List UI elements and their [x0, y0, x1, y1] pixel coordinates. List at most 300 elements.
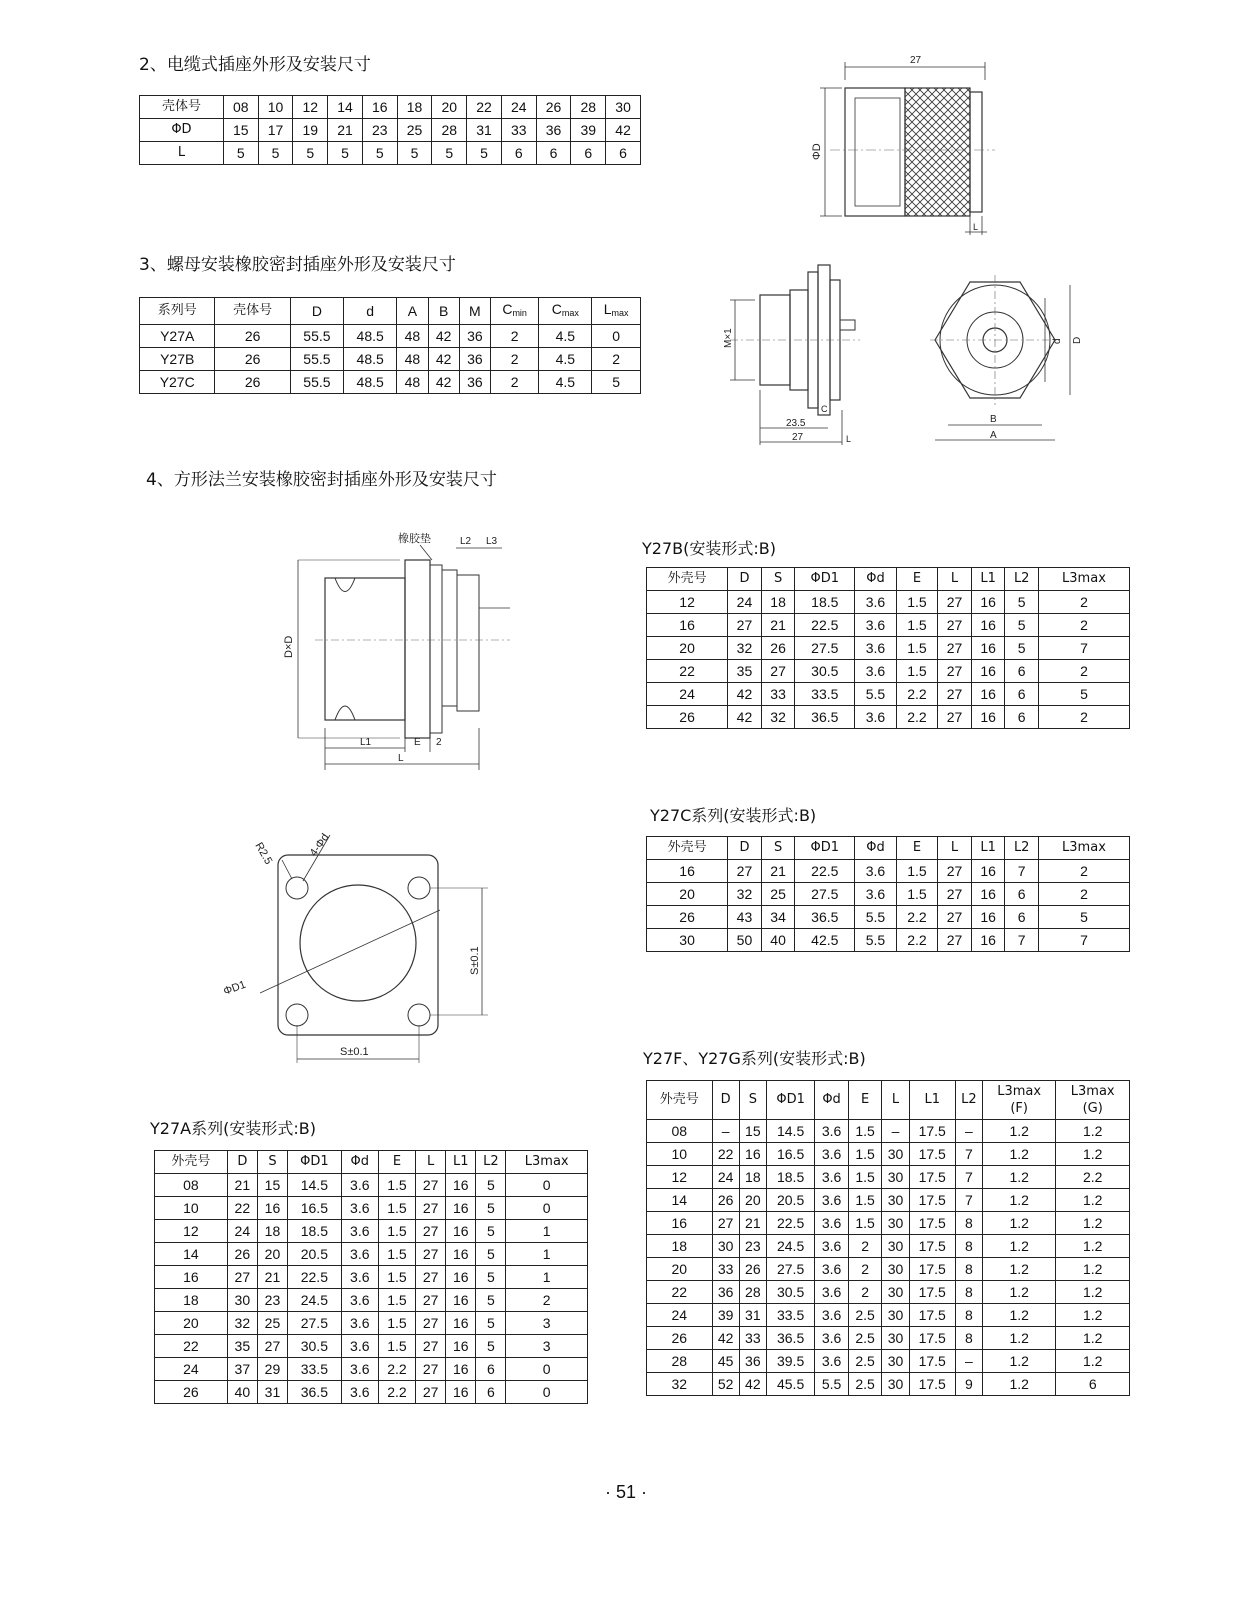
table-cell: 2.5 — [848, 1304, 882, 1327]
table-cell: 2 — [848, 1235, 882, 1258]
header-cell: Φd — [341, 1151, 378, 1174]
col-cmax — [539, 298, 592, 325]
table-cell: 3.6 — [341, 1312, 378, 1335]
header-cell: E — [896, 568, 938, 591]
table-cell: 1.5 — [896, 614, 938, 637]
table-cell: 22 — [155, 1335, 228, 1358]
y27c-caption: Y27C系列(安装形式:B) — [650, 806, 817, 825]
table-cell: 2.5 — [848, 1373, 882, 1396]
table-row — [155, 1289, 588, 1312]
table-cell: Y27C — [140, 371, 215, 394]
table-row — [647, 1304, 1130, 1327]
header-cell: L1 — [971, 837, 1005, 860]
dim-B: B — [990, 414, 997, 425]
table-cell: 55.5 — [290, 325, 343, 348]
table-cell: 48 — [397, 348, 428, 371]
table-cell: 16 — [647, 860, 728, 883]
table-cell: 7 — [1005, 860, 1038, 883]
table-cell: 16 — [971, 883, 1005, 906]
dim-2: 2 — [436, 737, 442, 748]
table-header-row — [647, 1081, 1130, 1120]
header-cell: L1 — [971, 568, 1005, 591]
table-cell: 30 — [882, 1166, 909, 1189]
table-cell: 18 — [155, 1289, 228, 1312]
table-cell: 40 — [227, 1381, 257, 1404]
table-cell: 1.2 — [1056, 1143, 1130, 1166]
table-cell: 1.2 — [982, 1258, 1056, 1281]
section4-title: 4、方形法兰安装橡胶密封插座外形及安装尺寸 — [146, 470, 497, 490]
header-cell: L1 — [909, 1081, 955, 1120]
table-cell: 3.6 — [815, 1281, 849, 1304]
table-cell: 3.6 — [815, 1212, 849, 1235]
square-flange-front-drawing — [220, 815, 500, 1075]
table-cell: 2.2 — [378, 1381, 415, 1404]
table-cell: 27 — [938, 906, 972, 929]
table-row — [140, 348, 641, 371]
table-cell: 27 — [728, 614, 762, 637]
table-cell: 26 — [155, 1381, 228, 1404]
table-cell: 34 — [761, 906, 795, 929]
table-cell: 1.5 — [378, 1220, 415, 1243]
table-cell: 3.6 — [855, 660, 897, 683]
table-row — [647, 1235, 1130, 1258]
header-cell: E — [378, 1151, 415, 1174]
dim-l: L — [398, 753, 404, 764]
header-cell: 外壳号 — [647, 1081, 713, 1120]
table-cell: 50 — [728, 929, 762, 952]
table-cell: 1.5 — [378, 1174, 415, 1197]
table-cell: 2.2 — [896, 683, 938, 706]
section3-title: 3、螺母安装橡胶密封插座外形及安装尺寸 — [139, 255, 456, 275]
table-cell: 27 — [938, 683, 972, 706]
table-cell: 14.5 — [766, 1120, 814, 1143]
table-cell: 6 — [1005, 906, 1038, 929]
table-cell: 16 — [446, 1381, 476, 1404]
table-cell: 2.2 — [378, 1358, 415, 1381]
table-cell: 7 — [1038, 637, 1129, 660]
header-cell: L — [938, 837, 972, 860]
table-cell: 3.6 — [815, 1120, 849, 1143]
table-cell: 18.5 — [795, 591, 855, 614]
table-cell: 6 — [1005, 883, 1038, 906]
header-cell: E — [848, 1081, 882, 1120]
table-cell: 14 — [155, 1243, 228, 1266]
y27fg-table — [646, 1080, 1130, 1396]
table-cell: 26 — [215, 371, 290, 394]
header-cell: Φd — [855, 837, 897, 860]
table-cell: 33 — [712, 1258, 739, 1281]
table-cell: 2.5 — [848, 1327, 882, 1350]
table-cell: 16 — [971, 683, 1005, 706]
table-row — [155, 1266, 588, 1289]
table-cell: 17.5 — [909, 1120, 955, 1143]
table-cell: 27.5 — [288, 1312, 342, 1335]
table-cell: 5 — [223, 142, 258, 165]
table-cell: 14 — [328, 96, 363, 119]
table-cell: 3.6 — [815, 1166, 849, 1189]
header-cell: ΦD1 — [795, 568, 855, 591]
table-row — [155, 1174, 588, 1197]
table-cell: 10 — [647, 1143, 713, 1166]
table-cell: 18 — [761, 591, 795, 614]
table-cell: 5 — [397, 142, 432, 165]
table-cell: 20 — [647, 637, 728, 660]
table-cell: 6 — [476, 1381, 506, 1404]
table-cell: 5.5 — [855, 683, 897, 706]
cmax-sub: max — [561, 308, 579, 318]
table-cell: 36 — [739, 1350, 766, 1373]
table-cell: 16 — [446, 1312, 476, 1335]
table-cell: 5 — [467, 142, 502, 165]
square-flange-side-drawing — [280, 530, 520, 775]
table-cell: 3.6 — [815, 1304, 849, 1327]
table-cell: 25 — [761, 883, 795, 906]
table-cell: 16 — [446, 1358, 476, 1381]
table-cell: 3.6 — [855, 706, 897, 729]
table-cell: 16 — [971, 906, 1005, 929]
header-cell: S — [761, 568, 795, 591]
table-row — [647, 929, 1130, 952]
table-cell: 33.5 — [288, 1358, 342, 1381]
table-cell: 16 — [647, 614, 728, 637]
table-cell: 1.5 — [848, 1189, 882, 1212]
table-cell: 30 — [882, 1327, 909, 1350]
header-cell: L2 — [476, 1151, 506, 1174]
table-cell: 16 — [446, 1289, 476, 1312]
table-cell: 37 — [227, 1358, 257, 1381]
table-cell: 36.5 — [766, 1327, 814, 1350]
dim-A: A — [990, 430, 997, 441]
y27a-table — [154, 1150, 588, 1404]
table-cell: 27.5 — [766, 1258, 814, 1281]
table-cell: 21 — [227, 1174, 257, 1197]
table-cell: 26 — [536, 96, 571, 119]
table-row — [155, 1335, 588, 1358]
table-cell: 10 — [258, 96, 293, 119]
table-cell: 48.5 — [344, 325, 397, 348]
lmax-main: L — [603, 301, 612, 317]
table-cell: 3.6 — [341, 1335, 378, 1358]
table-cell: 3.6 — [815, 1143, 849, 1166]
table-cell: 4.5 — [539, 348, 592, 371]
table-cell: 1.2 — [1056, 1304, 1130, 1327]
table-cell: 6 — [1005, 683, 1038, 706]
table-row — [647, 683, 1130, 706]
table-cell: 42 — [728, 706, 762, 729]
table-cell: 28 — [571, 96, 606, 119]
table-cell: 42 — [739, 1373, 766, 1396]
dim-d-small: d — [1052, 338, 1063, 344]
table-cell: 22.5 — [288, 1266, 342, 1289]
table-cell: 28 — [739, 1281, 766, 1304]
table-cell: 33.5 — [766, 1304, 814, 1327]
table-cell: 5 — [476, 1197, 506, 1220]
table-cell: 2.2 — [896, 706, 938, 729]
table-cell: – — [955, 1350, 982, 1373]
table-cell: 1.5 — [896, 860, 938, 883]
table-cell: 3.6 — [855, 614, 897, 637]
table-cell: 7 — [955, 1166, 982, 1189]
table-cell: 3.6 — [341, 1266, 378, 1289]
dim-l3: L3 — [486, 536, 498, 547]
table-cell: 36.5 — [795, 906, 855, 929]
header-cell: L3max — [1038, 837, 1129, 860]
dim-l: L — [973, 222, 979, 232]
table-cell: 22 — [647, 1281, 713, 1304]
table-cell: 23 — [739, 1235, 766, 1258]
dim-e: E — [414, 737, 421, 748]
table-cell: L — [140, 142, 224, 165]
col-lmax — [592, 298, 641, 325]
dim-23-5: 23.5 — [786, 418, 806, 429]
table-cell: 31 — [739, 1304, 766, 1327]
table-cell: 24.5 — [766, 1235, 814, 1258]
table-cell: 27 — [416, 1335, 446, 1358]
table-cell: 27 — [416, 1381, 446, 1404]
page-number: · 51 · — [605, 1482, 648, 1502]
col-B: B — [428, 298, 459, 325]
table-cell: Y27B — [140, 348, 215, 371]
table-cell: 5 — [258, 142, 293, 165]
table-row — [155, 1312, 588, 1335]
table-cell: 5 — [1005, 614, 1038, 637]
table-cell: 3.6 — [855, 637, 897, 660]
table-cell: 2 — [1038, 883, 1129, 906]
col-series: 系列号 — [140, 298, 215, 325]
table-cell: 2.2 — [896, 929, 938, 952]
table-cell: 16 — [446, 1197, 476, 1220]
dim-r2-5: R2.5 — [252, 840, 275, 867]
table-cell: 08 — [155, 1174, 228, 1197]
table-cell: 24 — [227, 1220, 257, 1243]
table-cell: 12 — [293, 96, 328, 119]
header-cell: D — [227, 1151, 257, 1174]
table-row — [140, 142, 641, 165]
table-cell: 17.5 — [909, 1350, 955, 1373]
table-cell: 42 — [712, 1327, 739, 1350]
table-cell: 36 — [459, 348, 490, 371]
table-cell: 22 — [227, 1197, 257, 1220]
table-cell: 2 — [1038, 860, 1129, 883]
table-cell: 16 — [446, 1335, 476, 1358]
table-cell: 16 — [971, 614, 1005, 637]
table-cell: 1.5 — [896, 591, 938, 614]
table-cell: 7 — [955, 1143, 982, 1166]
table-cell: 3.6 — [815, 1258, 849, 1281]
table-cell: 21 — [328, 119, 363, 142]
table-cell: 22.5 — [795, 860, 855, 883]
table-cell: 1.2 — [982, 1143, 1056, 1166]
table-cell: 22 — [467, 96, 502, 119]
table-cell: 36 — [459, 325, 490, 348]
table-cell: 33.5 — [795, 683, 855, 706]
dim-c: C — [821, 404, 828, 414]
table-row — [155, 1197, 588, 1220]
table-cell: 16 — [446, 1243, 476, 1266]
table-cell: 17.5 — [909, 1143, 955, 1166]
table-header-row — [140, 298, 641, 325]
table-row — [647, 1258, 1130, 1281]
table-cell: 1.5 — [848, 1143, 882, 1166]
table-cell: 17.5 — [909, 1304, 955, 1327]
table-cell: 16 — [155, 1266, 228, 1289]
table-cell: 1.5 — [848, 1166, 882, 1189]
table-cell: 1.2 — [982, 1304, 1056, 1327]
table-cell: 7 — [1005, 929, 1038, 952]
table-cell: 5 — [1005, 591, 1038, 614]
table-cell: 21 — [739, 1212, 766, 1235]
table-row — [647, 1120, 1130, 1143]
table-cell: 3 — [506, 1312, 588, 1335]
col-M: M — [459, 298, 490, 325]
table-cell: 1.5 — [378, 1197, 415, 1220]
table-cell: 4.5 — [539, 325, 592, 348]
table-cell: 24 — [155, 1358, 228, 1381]
col-d: d — [344, 298, 397, 325]
table-cell: 8 — [955, 1212, 982, 1235]
table-cell: 26 — [215, 348, 290, 371]
table-cell: 27.5 — [795, 883, 855, 906]
table-cell: 1.2 — [982, 1212, 1056, 1235]
col-cmin — [490, 298, 538, 325]
table-row — [155, 1243, 588, 1266]
table-cell: 25 — [397, 119, 432, 142]
header-cell: D — [712, 1081, 739, 1120]
table-cell: 3.6 — [815, 1350, 849, 1373]
table-cell: 1.2 — [982, 1235, 1056, 1258]
table-cell: 26 — [712, 1189, 739, 1212]
table-cell: 30 — [882, 1189, 909, 1212]
cmin-main: C — [502, 301, 513, 317]
table-cell: 18.5 — [766, 1166, 814, 1189]
table-cell: 48.5 — [344, 371, 397, 394]
table-cell: 20 — [739, 1189, 766, 1212]
table-row — [155, 1381, 588, 1404]
table-cell: 8 — [955, 1304, 982, 1327]
table-cell: 27 — [761, 660, 795, 683]
table-cell: 27 — [938, 860, 972, 883]
table-cell: 15 — [257, 1174, 287, 1197]
shell-diameter-table — [139, 95, 641, 165]
table-cell: 20 — [432, 96, 467, 119]
table-cell: 3.6 — [341, 1381, 378, 1404]
table-cell: 5 — [476, 1266, 506, 1289]
table-cell: 42 — [428, 371, 459, 394]
table-cell: 28 — [432, 119, 467, 142]
table-cell: 42 — [606, 119, 641, 142]
table-cell: 3.6 — [341, 1358, 378, 1381]
table-cell: 2 — [1038, 706, 1129, 729]
table-row — [647, 1281, 1130, 1304]
table-cell: 8 — [955, 1327, 982, 1350]
table-cell: 42.5 — [795, 929, 855, 952]
table-cell: 24 — [728, 591, 762, 614]
table-cell: 1.2 — [982, 1327, 1056, 1350]
table-cell: 26 — [215, 325, 290, 348]
table-cell: 17.5 — [909, 1258, 955, 1281]
col-D: D — [290, 298, 343, 325]
table-cell: 16 — [739, 1143, 766, 1166]
dim-phi-d: ΦD — [811, 143, 823, 160]
table-cell: 16 — [362, 96, 397, 119]
table-cell: 30 — [882, 1143, 909, 1166]
header-cell: S — [257, 1151, 287, 1174]
header-cell: L2 — [1005, 568, 1038, 591]
table-cell: 1 — [506, 1266, 588, 1289]
table-cell: 3.6 — [815, 1235, 849, 1258]
table-cell: 1.5 — [896, 883, 938, 906]
table-cell: 18 — [397, 96, 432, 119]
table-cell: 27 — [416, 1266, 446, 1289]
table-cell: 17.5 — [909, 1212, 955, 1235]
table-cell: 20 — [647, 883, 728, 906]
table-cell: 21 — [761, 614, 795, 637]
table-cell: 27 — [938, 614, 972, 637]
table-cell: 16 — [446, 1220, 476, 1243]
dim-l1: L1 — [360, 737, 372, 748]
table-cell: 27 — [938, 929, 972, 952]
table-cell: 43 — [728, 906, 762, 929]
table-cell: 26 — [227, 1243, 257, 1266]
table-cell: 23 — [362, 119, 397, 142]
table-cell: 壳体号 — [140, 96, 224, 119]
table-row — [647, 1166, 1130, 1189]
table-cell: 55.5 — [290, 371, 343, 394]
dim-dxd: D×D — [283, 635, 295, 658]
table-cell: 18 — [739, 1166, 766, 1189]
gasket-label: 橡胶垫 — [398, 533, 431, 545]
table-cell: 3.6 — [341, 1289, 378, 1312]
dim-D-big: D — [1072, 336, 1083, 344]
table-cell: 1.2 — [982, 1166, 1056, 1189]
table-cell: 26 — [739, 1258, 766, 1281]
table-cell: 6 — [1005, 660, 1038, 683]
table-cell: 5.5 — [815, 1373, 849, 1396]
table-cell: 9 — [955, 1373, 982, 1396]
table-cell: 12 — [155, 1220, 228, 1243]
dim-s-vertical: S±0.1 — [469, 946, 481, 975]
table-cell: 45 — [712, 1350, 739, 1373]
table-cell: 3.6 — [855, 860, 897, 883]
y27a-caption: Y27A系列(安装形式:B) — [150, 1119, 316, 1138]
table-cell: 30 — [882, 1212, 909, 1235]
table-cell: 21 — [257, 1266, 287, 1289]
table-cell: 16.5 — [288, 1197, 342, 1220]
table-cell: 21 — [761, 860, 795, 883]
table-cell: 48.5 — [344, 348, 397, 371]
table-cell: 3.6 — [341, 1220, 378, 1243]
table-row — [155, 1358, 588, 1381]
table-cell: 5 — [476, 1335, 506, 1358]
table-cell: 0 — [506, 1381, 588, 1404]
table-cell: 30 — [882, 1281, 909, 1304]
table-cell: 7 — [1038, 929, 1129, 952]
header-cell: Φd — [855, 568, 897, 591]
table-cell: 31 — [467, 119, 502, 142]
table-cell: 2 — [490, 371, 538, 394]
header-cell: L — [416, 1151, 446, 1174]
table-row — [140, 96, 641, 119]
table-cell: 14.5 — [288, 1174, 342, 1197]
table-cell: 5 — [1005, 637, 1038, 660]
header-cell: L1 — [446, 1151, 476, 1174]
table-cell: 5 — [1038, 906, 1129, 929]
header-cell: Φd — [815, 1081, 849, 1120]
table-cell: 19 — [293, 119, 328, 142]
table-cell: 42 — [428, 348, 459, 371]
table-cell: 8 — [955, 1235, 982, 1258]
dim-27: 27 — [910, 55, 922, 66]
